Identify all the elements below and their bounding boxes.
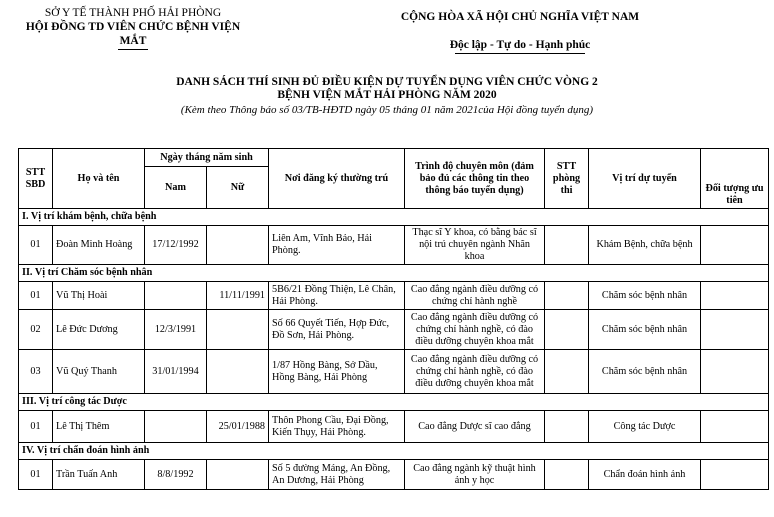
cell-dob-female (207, 310, 269, 350)
cell-qualification: Cao đẳng ngành kỹ thuật hình ảnh y học (405, 460, 545, 490)
nation-name: CỘNG HÒA XÃ HỘI CHỦ NGHĨA VIỆT NAM (400, 11, 640, 23)
col-qualification: Trình độ chuyên môn (đảm bảo đủ các thông tin theo thông báo tuyển dụng) (405, 149, 545, 209)
cell-position: Chăm sóc bệnh nhân (589, 350, 701, 394)
col-priority: Đối tượng ưu tiên (701, 149, 769, 209)
col-stt: STT SBD (19, 149, 53, 209)
section-title: I. Vị trí khám bệnh, chữa bệnh (19, 209, 769, 226)
header-right-rule (455, 53, 585, 54)
cell-position: Công tác Dược (589, 411, 701, 443)
cell-priority (701, 310, 769, 350)
cell-stt: 01 (19, 411, 53, 443)
table-row (19, 282, 769, 310)
cell-dob-female (207, 226, 269, 265)
cell-address: 1/87 Hồng Bàng, Sở Dầu, Hồng Bàng, Hải Phòng (269, 350, 405, 394)
header-left-rule (118, 49, 148, 50)
candidate-table (18, 148, 769, 490)
document-subtitle: (Kèm theo Thông báo số 03/TB-HĐTD ngày 05 tháng 01 năm 2021của Hội đồng tuyển dụng) (180, 104, 594, 116)
cell-position: Chăm sóc bệnh nhân (589, 310, 701, 350)
cell-dob-male: 17/12/1992 (145, 226, 207, 265)
cell-priority (701, 460, 769, 490)
cell-room (545, 282, 589, 310)
cell-room (545, 350, 589, 394)
cell-room (545, 411, 589, 443)
cell-dob-female: 11/11/1991 (207, 282, 269, 310)
cell-stt: 01 (19, 282, 53, 310)
cell-dob-male: 12/3/1991 (145, 310, 207, 350)
col-address: Nơi đăng ký thường trú (269, 149, 405, 209)
cell-qualification: Thạc sĩ Y khoa, có bằng bác sĩ nội trú chuyên ngành Nhãn khoa (405, 226, 545, 265)
cell-name: Đoàn Minh Hoàng (53, 226, 145, 265)
department-name: SỞ Y TẾ THÀNH PHỐ HẢI PHÒNG (44, 7, 222, 19)
table-body (19, 209, 769, 490)
section-title: IV. Vị trí chẩn đoán hình ảnh (19, 443, 769, 460)
council-name-line1: HỘI ĐỒNG TD VIÊN CHỨC BỆNH VIỆN (25, 21, 241, 33)
section-header (19, 394, 769, 411)
cell-name: Lê Đức Dương (53, 310, 145, 350)
section-header (19, 443, 769, 460)
cell-name: Lê Thị Thêm (53, 411, 145, 443)
cell-name: Trần Tuấn Anh (53, 460, 145, 490)
table-row (19, 460, 769, 490)
cell-qualification: Cao đẳng ngành điều dưỡng có chứng chỉ hành nghề, có đào điều dưỡng chuyên khoa mắt (405, 310, 545, 350)
cell-dob-male: 31/01/1994 (145, 350, 207, 394)
cell-position: Khám Bệnh, chữa bệnh (589, 226, 701, 265)
cell-stt: 01 (19, 226, 53, 265)
header-left (18, 6, 248, 50)
cell-stt: 01 (19, 460, 53, 490)
col-female: Nữ (207, 167, 269, 209)
section-header (19, 209, 769, 226)
cell-room (545, 310, 589, 350)
cell-room (545, 460, 589, 490)
cell-address: 5B6/21 Đồng Thiện, Lê Chân, Hải Phòng. (269, 282, 405, 310)
cell-name: Vũ Quý Thanh (53, 350, 145, 394)
col-dob: Ngày tháng năm sinh (145, 149, 269, 167)
cell-stt: 03 (19, 350, 53, 394)
cell-dob-male (145, 282, 207, 310)
col-name: Họ và tên (53, 149, 145, 209)
table-row (19, 310, 769, 350)
document-title-line2: BỆNH VIỆN MẮT HẢI PHÒNG NĂM 2020 (277, 89, 497, 101)
header-right (370, 10, 670, 54)
cell-name: Vũ Thị Hoài (53, 282, 145, 310)
cell-position: Chăm sóc bệnh nhân (589, 282, 701, 310)
table-row (19, 411, 769, 443)
cell-address: Số 5 đường Máng, An Đồng, An Dương, Hải Phòng (269, 460, 405, 490)
col-male: Nam (145, 167, 207, 209)
cell-priority (701, 411, 769, 443)
cell-dob-female (207, 350, 269, 394)
cell-dob-female: 25/01/1988 (207, 411, 269, 443)
cell-dob-male (145, 411, 207, 443)
cell-qualification: Cao đẳng ngành điều dưỡng có chứng chỉ hành nghề (405, 282, 545, 310)
cell-stt: 02 (19, 310, 53, 350)
cell-position: Chẩn đoán hình ảnh (589, 460, 701, 490)
section-title: II. Vị trí Chăm sóc bệnh nhân (19, 265, 769, 282)
cell-room (545, 226, 589, 265)
cell-address: Số 66 Quyết Tiến, Hợp Đức, Đồ Sơn, Hải Phòng. (269, 310, 405, 350)
cell-dob-male: 8/8/1992 (145, 460, 207, 490)
cell-address: Thôn Phong Cầu, Đại Đồng, Kiến Thụy, Hải Phòng. (269, 411, 405, 443)
cell-qualification: Cao đẳng Dược sĩ cao đẳng (405, 411, 545, 443)
section-header (19, 265, 769, 282)
cell-dob-female (207, 460, 269, 490)
council-name-line2: MẮT (119, 35, 147, 47)
cell-qualification: Cao đẳng ngành điều dưỡng có chứng chỉ hành nghề, có đào điều dưỡng chuyên khoa mắt (405, 350, 545, 394)
col-position: Vị trí dự tuyển (589, 149, 701, 209)
cell-address: Liên Am, Vĩnh Bảo, Hải Phòng. (269, 226, 405, 265)
table-row (19, 226, 769, 265)
cell-priority (701, 350, 769, 394)
cell-priority (701, 226, 769, 265)
document-title-line1: DANH SÁCH THÍ SINH ĐỦ ĐIỀU KIỆN DỰ TUYỂN DỤNG VIÊN CHỨC VÒNG 2 (176, 76, 598, 88)
col-room: STT phòng thi (545, 149, 589, 209)
table-row (19, 350, 769, 394)
section-title: III. Vị trí công tác Dược (19, 394, 769, 411)
motto: Độc lập - Tự do - Hạnh phúc (449, 39, 591, 51)
cell-priority (701, 282, 769, 310)
